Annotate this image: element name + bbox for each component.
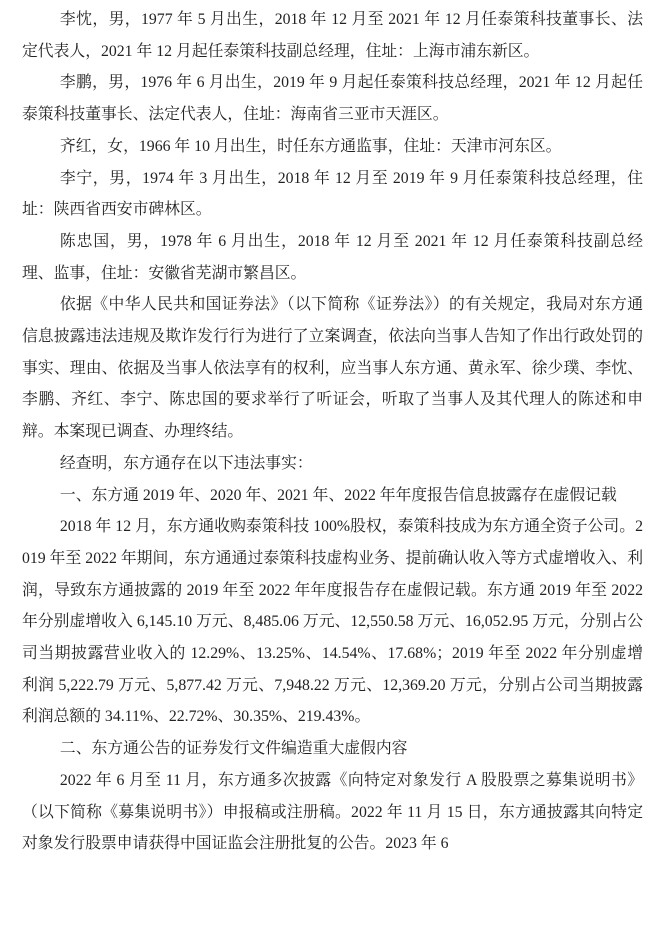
paragraph-violation-1-detail: 2018 年 12 月，东方通收购泰策科技 100%股权，泰策科技成为东方通全资子公司。2019 年至 2022 年期间，东方通通过泰策科技虚构业务、提前确认收入等方式虚增收入、利润，导致东方通披露的 2019 年至 2022 年年度报告存在虚假记载。东方通 2019 年至 2022 年分别虚增收入 6,145.10 万元、8,485.06 万元、12,550.58 万元、16,052.95 万元，分别占公司当期披露营业收入的 12.29%、13.25%、14.54%、17.68%；2019 年至 2022 年分别虚增利润 5,222.79 万元、5,877.42 万元、7,948.22 万元、12,369.20 万元，分别占公司当期披露利润总额的 34.11%、22.72%、30.35%、219.43%。 [22, 518, 643, 726]
paragraph-investigation-basis: 依据《中华人民共和国证券法》（以下简称《证券法》）的有关规定，我局对东方通信息披露违法违规及欺诈发行行为进行了立案调查，依法向当事人告知了作出行政处罚的事实、理由、依据及当事人依法享有的权利，应当事人东方通、黄永军、徐少璞、李忱、李鹏、齐红、李宁、陈忠国的要求举行了听证会，听取了当事人及其代理人的陈述和申辩。本案现已调查、办理终结。 [22, 296, 643, 441]
heading-violation-1: 一、东方通 2019 年、2020 年、2021 年、2022 年年度报告信息披露存在虚假记载 [59, 486, 617, 504]
heading-violation-2: 二、东方通公告的证券发行文件编造重大虚假内容 [59, 740, 408, 758]
paragraph-li-ning: 李宁，男，1974 年 3 月出生，2018 年 12 月至 2019 年 9 月任泰策科技总经理，住址：陕西省西安市碑林区。 [22, 169, 643, 219]
paragraph-violation-2-detail: 2022 年 6 月至 11 月，东方通多次披露《向特定对象发行 A 股股票之募集说明书》（以下简称《募集说明书》）申报稿或注册稿。2022 年 11 月 15 日，东方通披露其向特定对象发行股票申请获得中国证监会注册批复的公告。2023 年 6 [22, 771, 643, 853]
paragraph-chen-zhongguo: 陈忠国，男，1978 年 6 月出生，2018 年 12 月至 2021 年 12 月任泰策科技副总经理、监事，住址：安徽省芜湖市繁昌区。 [22, 232, 643, 282]
paragraph-findings-intro: 经查明，东方通存在以下违法事实： [59, 454, 313, 472]
paragraph-li-peng: 李鹏，男，1976 年 6 月出生，2019 年 9 月起任泰策科技总经理，2021 年 12 月起任泰策科技董事长、法定代表人，住址：海南省三亚市天涯区。 [22, 74, 643, 124]
paragraph-li-chen: 李忱，男，1977 年 5 月出生，2018 年 12 月至 2021 年 12 月任泰策科技董事长、法定代表人，2021 年 12 月起任泰策科技副总经理，住址：上海市浦东新区。 [22, 11, 643, 60]
paragraph-qi-hong: 齐红，女，1966 年 10 月出生，时任东方通监事，住址：天津市河东区。 [59, 137, 562, 155]
